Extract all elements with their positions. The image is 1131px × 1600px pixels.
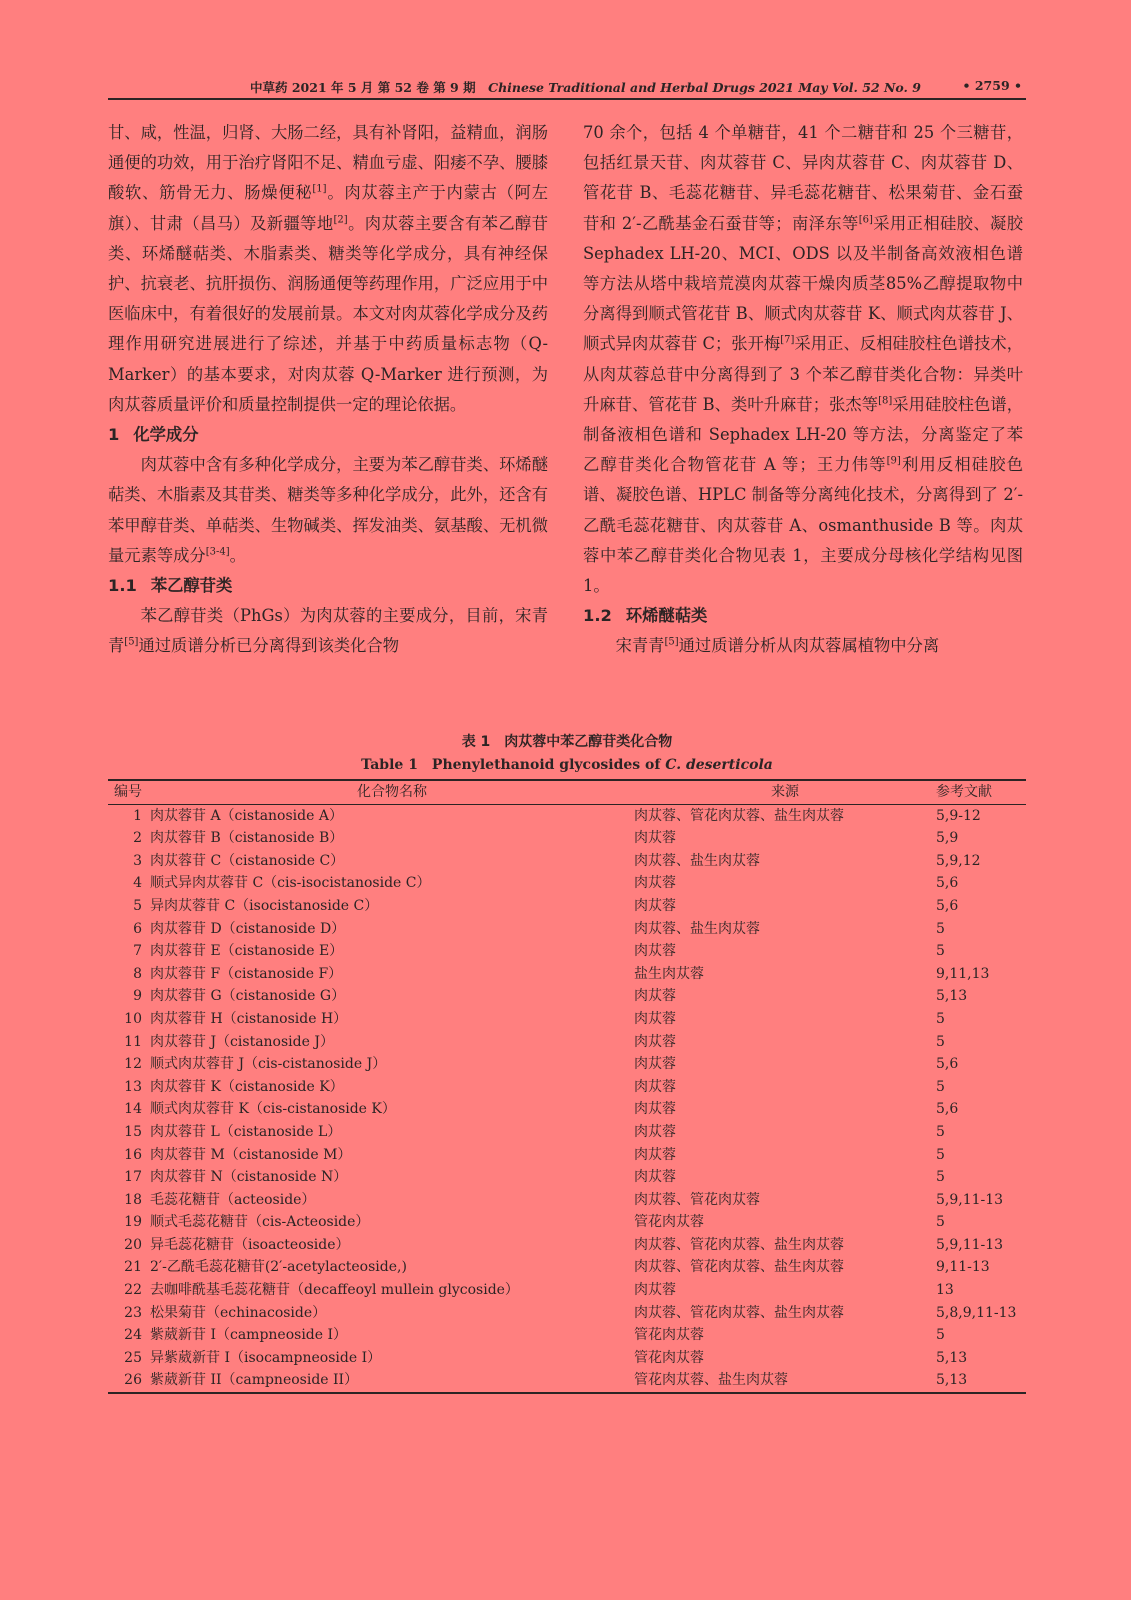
cell-compound-name: 肉苁蓉苷 E（cistanoside E） [150,943,344,960]
table-row [108,963,1026,986]
table-row [108,850,1026,873]
cell-no: 21 [124,1259,142,1276]
table-header-row [108,780,1026,804]
cell-compound-name: 紫葳新苷 II（campneoside II） [150,1369,634,1393]
cell-ref: 5 [936,1169,945,1186]
cell-ref: 5,9,11-13 [936,1236,1004,1253]
table-row [108,940,1026,963]
cell-compound-name: 顺式毛蕊花糖苷（cis-Acteoside） [150,1214,370,1231]
cell-no: 19 [124,1214,142,1231]
citation[interactable]: [5] [664,637,679,649]
cell-compound-name: 肉苁蓉苷 G（cistanoside G） [150,988,346,1005]
cell-no: 5 [133,897,142,914]
cell-source: 肉苁蓉 [634,1123,676,1140]
cell-ref: 5,9 [936,830,959,847]
citation[interactable]: [2] [333,214,348,226]
table-caption-zh: 表 1 肉苁蓉中苯乙醇苷类化合物 [461,734,673,750]
cell-source: 肉苁蓉 [634,1078,676,1095]
col-header-source: 来源 [634,780,936,804]
table-row [108,1324,1026,1347]
section-heading-1-2: 1.2 环烯醚萜类 [583,606,708,626]
cell-compound-name: 异肉苁蓉苷 C（isocistanoside C） [150,897,379,914]
table-row [108,985,1026,1008]
paragraph: 肉苁蓉中含有多种化学成分，主要为苯乙醇苷类、环烯醚萜类、木脂素及其苷类、糖类等多种化学成分，此外，还含有苯甲醇苷类、单萜类、生物碱类、挥发油类、氨基酸、无机微量元素等成分[3-4]。 [108,455,548,565]
cell-source: 肉苁蓉 [634,988,676,1005]
cell-source: 肉苁蓉、管花肉苁蓉、盐生肉苁蓉 [634,807,844,824]
cell-ref: 9,11-13 [936,1259,990,1276]
citation[interactable]: [5] [124,637,139,649]
cell-source: 肉苁蓉、盐生肉苁蓉 [634,920,760,937]
section-heading-1-1: 1.1 苯乙醇苷类 [108,576,233,596]
cell-source: 管花肉苁蓉 [634,1349,704,1366]
cell-compound-name: 肉苁蓉苷 B（cistanoside B） [150,830,344,847]
cell-ref: 5,6 [936,1101,959,1118]
cell-compound-name: 顺式肉苁蓉苷 K（cis-cistanoside K） [150,1101,396,1118]
citation[interactable]: [8] [878,395,893,407]
cell-ref: 13 [936,1282,954,1299]
table-row [108,1347,1026,1370]
cell-compound-name: 肉苁蓉苷 H（cistanoside H） [150,1010,348,1027]
paragraph: 70 余个，包括 4 个单糖苷，41 个二糖苷和 25 个三糖苷，包括红景天苷、肉苁蓉苷 C、异肉苁蓉苷 C、肉苁蓉苷 D、管花苷 B、毛蕊花糖苷、异毛蕊花糖苷、松果菊苷、金石蚕苷和 2′-乙酰基金石蚕苷等；南泽东等[6]采用正相硅胶、凝胶 Sephadex LH-20、MCI、ODS 以及半制备高效液相色谱等方法从塔中栽培荒漠肉苁蓉干燥肉质茎85%乙醇提取物中分离得到顺式管花苷 B、顺式肉苁蓉苷 K、顺式肉苁蓉苷 J、顺式异肉苁蓉苷 C；张开梅[7]采用正、反相硅胶柱色谱技术，从肉苁蓉总苷中分离得到了 3 个苯乙醇苷类化合物：异类叶升麻苷、管花苷 B、类叶升麻苷；张杰等[8]采用硅胶柱色谱，制备液相色谱和 Sephadex LH-20 等方法，分离鉴定了苯乙醇苷类化合物管花苷 A 等；王力伟等[9]利用反相硅胶色谱、凝胶色谱、HPLC 制备等分离纯化技术，分离得到了 2′-乙酰毛蕊花糖苷、肉苁蓉苷 A、osmanthuside B 等。肉苁蓉中苯乙醇苷类化合物见表 1，主要成分母核化学结构见图 1。 [583,123,1023,596]
cell-ref: 9,11,13 [936,965,990,982]
table-row [108,1144,1026,1167]
paragraph: 宋青青[5]通过质谱分析从肉苁蓉属植物中分离 [615,636,940,656]
table-caption-en: Table 1 Phenylethanoid glycosides of C. deserticola [361,757,773,773]
table-row [108,895,1026,918]
citation[interactable]: [1] [312,183,327,195]
cell-ref: 5,9,11-13 [936,1191,1004,1208]
col-header-name: 化合物名称 [150,780,634,804]
cell-compound-name: 肉苁蓉苷 F（cistanoside F） [150,965,343,982]
cell-ref: 5 [936,1327,945,1344]
cell-no: 15 [124,1123,142,1140]
col-header-no: 编号 [108,780,150,804]
cell-ref: 5,13 [936,1349,968,1366]
journal-header: 中草药 2021 年 5 月 第 52 卷 第 9 期 Chinese Traditional and Herbal Drugs 2021 May Vol. 52 No. 9 [250,80,921,95]
cell-compound-name: 肉苁蓉苷 C（cistanoside C） [150,852,345,869]
cell-source: 管花肉苁蓉、盐生肉苁蓉 [634,1369,936,1393]
table-row [108,804,1026,827]
cell-source: 肉苁蓉 [634,1101,676,1118]
cell-compound-name: 肉苁蓉苷 K（cistanoside K） [150,1078,344,1095]
cell-source: 肉苁蓉 [634,875,676,892]
cell-source: 肉苁蓉、盐生肉苁蓉 [634,852,760,869]
cell-source: 肉苁蓉、管花肉苁蓉 [634,1191,760,1208]
cell-compound-name: 紫葳新苷 I（campneoside I） [150,1327,348,1344]
cell-ref: 5,8,9,11-13 [936,1304,1017,1321]
cell-ref: 5,9-12 [936,807,981,824]
cell-compound-name: 肉苁蓉苷 M（cistanoside M） [150,1146,352,1163]
col-header-ref: 参考文献 [936,780,1026,804]
cell-ref: 5,6 [936,875,959,892]
cell-compound-name: 异紫葳新苷 I（isocampneoside I） [150,1349,382,1366]
cell-no: 16 [124,1146,142,1163]
cell-source: 肉苁蓉、管花肉苁蓉、盐生肉苁蓉 [634,1236,844,1253]
cell-source: 肉苁蓉、管花肉苁蓉、盐生肉苁蓉 [634,1259,844,1276]
cell-source: 肉苁蓉 [634,1056,676,1073]
cell-no: 24 [124,1327,142,1344]
cell-compound-name: 肉苁蓉苷 D（cistanoside D） [150,920,346,937]
cell-ref: 5,9,12 [936,852,981,869]
citation[interactable]: [3-4] [205,546,230,558]
cell-source: 肉苁蓉 [634,1169,676,1186]
cell-source: 管花肉苁蓉 [634,1327,704,1344]
cell-compound-name: 松果菊苷（echinacoside） [150,1304,327,1321]
cell-source: 肉苁蓉 [634,943,676,960]
cell-ref: 5 [936,1214,945,1231]
citation[interactable]: [7] [780,335,795,346]
table-row [108,1098,1026,1121]
cell-no: 26 [108,1369,150,1393]
section-heading-1: 1 化学成分 [108,425,199,445]
table-row [108,872,1026,895]
cell-ref: 5 [936,943,945,960]
cell-source: 肉苁蓉 [634,1146,676,1163]
cell-no: 7 [133,943,142,960]
cell-ref: 5 [936,1123,945,1140]
cell-ref: 5,13 [936,1369,1026,1393]
cell-no: 20 [124,1236,142,1253]
table-row [108,1053,1026,1076]
table-row [108,827,1026,850]
cell-no: 13 [124,1078,142,1095]
running-header [108,76,1026,100]
cell-ref: 5,6 [936,897,959,914]
cell-no: 6 [133,920,142,937]
paragraph: 苯乙醇苷类（PhGs）为肉苁蓉的主要成分，目前，宋青青[5]通过质谱分析已分离得到该类化合物 [108,606,548,656]
table-row [108,1302,1026,1325]
left-column [108,118,548,662]
table-row [108,1166,1026,1189]
table-row [108,1234,1026,1257]
cell-source: 盐生肉苁蓉 [634,965,704,982]
cell-ref: 5 [936,1146,945,1163]
cell-compound-name: 异毛蕊花糖苷（isoacteoside） [150,1236,350,1253]
cell-no: 1 [133,807,142,824]
cell-compound-name: 毛蕊花糖苷（acteoside） [150,1191,316,1208]
cell-source: 肉苁蓉 [634,1010,676,1027]
cell-no: 2 [133,830,142,847]
cell-no: 10 [124,1010,142,1027]
cell-no: 8 [133,965,142,982]
cell-ref: 5,6 [936,1056,959,1073]
table-row [108,1121,1026,1144]
table-row [108,1008,1026,1031]
cell-ref: 5 [936,1010,945,1027]
table-row [108,1369,1026,1393]
citation[interactable]: [9] [886,455,901,467]
cell-source: 肉苁蓉 [634,1282,676,1299]
cell-no: 14 [124,1101,142,1118]
right-column [583,118,1023,662]
cell-compound-name: 肉苁蓉苷 N（cistanoside N） [150,1169,348,1186]
cell-source: 肉苁蓉、管花肉苁蓉、盐生肉苁蓉 [634,1304,844,1321]
cell-compound-name: 顺式肉苁蓉苷 J（cis-cistanoside J） [150,1056,387,1073]
table-row [108,1256,1026,1279]
cell-no: 18 [124,1191,142,1208]
table-row [108,918,1026,941]
cell-no: 4 [133,875,142,892]
cell-ref: 5,13 [936,988,968,1005]
cell-ref: 5 [936,920,945,937]
cell-compound-name: 肉苁蓉苷 L（cistanoside L） [150,1123,342,1140]
cell-compound-name: 2′-乙酰毛蕊花糖苷(2′-acetylacteoside,) [150,1259,407,1276]
cell-ref: 5 [936,1033,945,1050]
table-row [108,1279,1026,1302]
table-row [108,1189,1026,1212]
cell-no: 17 [124,1169,142,1186]
cell-source: 管花肉苁蓉 [634,1214,704,1231]
citation[interactable]: [6] [858,214,873,226]
cell-source: 肉苁蓉 [634,830,676,847]
cell-compound-name: 去咖啡酰基毛蕊花糖苷（decaffeoyl mullein glycoside） [150,1282,519,1299]
cell-no: 22 [124,1282,142,1299]
paragraph: 甘、咸，性温，归肾、大肠二经，具有补肾阳，益精血，润肠通便的功效，用于治疗肾阳不足、精血亏虚、阳痿不孕、腰膝酸软、筋骨无力、肠燥便秘[1]。肉苁蓉主产于内蒙古（阿左旗）、甘肃（昌马）及新疆等地[2]。肉苁蓉主要含有苯乙醇苷类、环烯醚萜类、木脂素类、糖类等化学成分，具有神经保护、抗衰老、抗肝损伤、润肠通便等药理作用，广泛应用于中医临床中，有着很好的发展前景。本文对肉苁蓉化学成分及药理作用研究进展进行了综述，并基于中药质量标志物（Q-Marker）的基本要求，对肉苁蓉 Q-Marker 进行预测，为肉苁蓉质量评价和质量控制提供一定的理论依据。 [108,123,548,414]
cell-compound-name: 肉苁蓉苷 J（cistanoside J） [150,1033,334,1050]
cell-no: 3 [133,852,142,869]
cell-source: 肉苁蓉 [634,1033,676,1050]
cell-no: 12 [124,1056,142,1073]
cell-no: 11 [124,1033,142,1050]
cell-compound-name: 肉苁蓉苷 A（cistanoside A） [150,807,343,824]
cell-ref: 5 [936,1078,945,1095]
page-number: • 2759 • [962,78,1022,93]
table-row [108,1031,1026,1054]
table-row [108,1076,1026,1099]
cell-compound-name: 顺式异肉苁蓉苷 C（cis-isocistanoside C） [150,875,431,892]
cell-no: 25 [124,1349,142,1366]
cell-no: 9 [133,988,142,1005]
cell-no: 23 [124,1304,142,1321]
cell-source: 肉苁蓉 [634,897,676,914]
table-row [108,1211,1026,1234]
compound-table [108,779,1026,1394]
